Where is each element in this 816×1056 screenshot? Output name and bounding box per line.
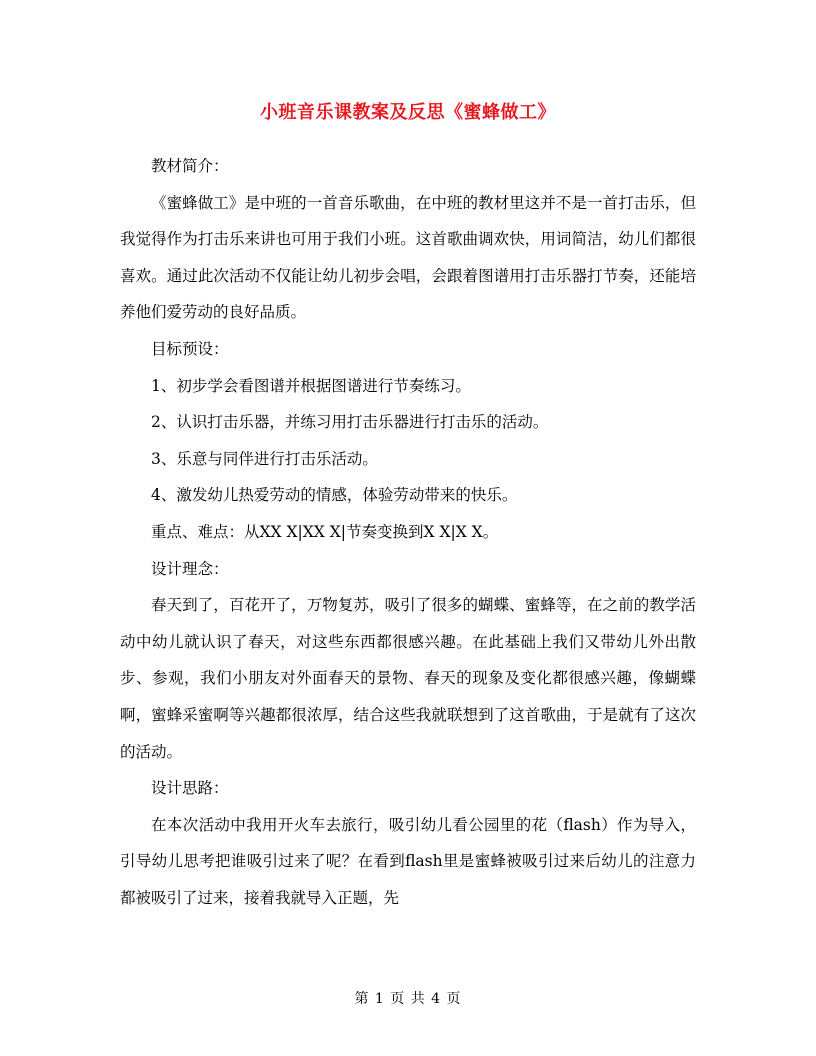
paragraph: 春天到了，百花开了，万物复苏，吸引了很多的蝴蝶、蜜蜂等，在之前的教学活动中幼儿就认识了春天，对这些东西都很感兴趣。在此基础上我们又带幼儿外出散步、参观，我们小朋友对外面春天的景物、春天的现象及变化都很感兴趣，像蝴蝶啊，蜜蜂采蜜啊等兴趣都很浓厚，结合这些我就联想到了这首歌曲，于是就有了这次的活动。 xyxy=(120,596,696,761)
section-heading: 目标预设： xyxy=(151,339,229,358)
paragraph: 在本次活动中我用开火车去旅行，吸引幼儿看公园里的花（flash）作为导入，引导幼儿思考把谁吸引过来了呢？在看到flash里是蜜蜂被吸引过来后幼儿的注意力都被吸引了过来，接着我就导入正题，先 xyxy=(120,815,696,907)
section-heading: 设计思路： xyxy=(151,779,229,798)
paragraph: 《蜜蜂做工》是中班的一首音乐歌曲，在中班的教材里这并不是一首打击乐，但我觉得作为打击乐来讲也可用于我们小班。这首歌曲调欢快，用词简洁，幼儿们都很喜欢。通过此次活动不仅能让幼儿初步会唱，会跟着图谱用打击乐器打节奏，还能培养他们爱劳动的良好品质。 xyxy=(120,193,696,322)
goal-item: 1、初步学会看图谱并根据图谱进行节奏练习。 xyxy=(151,376,471,395)
section-heading: 设计理念： xyxy=(151,559,229,578)
goal-item: 2、认识打击乐器，并练习用打击乐器进行打击乐的活动。 xyxy=(151,413,549,432)
section-heading: 教材简介： xyxy=(151,157,229,175)
document-body xyxy=(120,148,696,916)
key-points: 重点、难点：从XX X|XX X|节奏变换到X X|X X。 xyxy=(151,522,499,541)
page-footer: 第 1 页 共 4 页 xyxy=(354,991,462,1007)
goal-item: 3、乐意与同伴进行打击乐活动。 xyxy=(151,449,378,468)
document-title: 小班音乐课教案及反思《蜜蜂做工》 xyxy=(260,102,556,123)
goal-item: 4、激发幼儿热爱劳动的情感，体验劳动带来的快乐。 xyxy=(151,486,518,505)
